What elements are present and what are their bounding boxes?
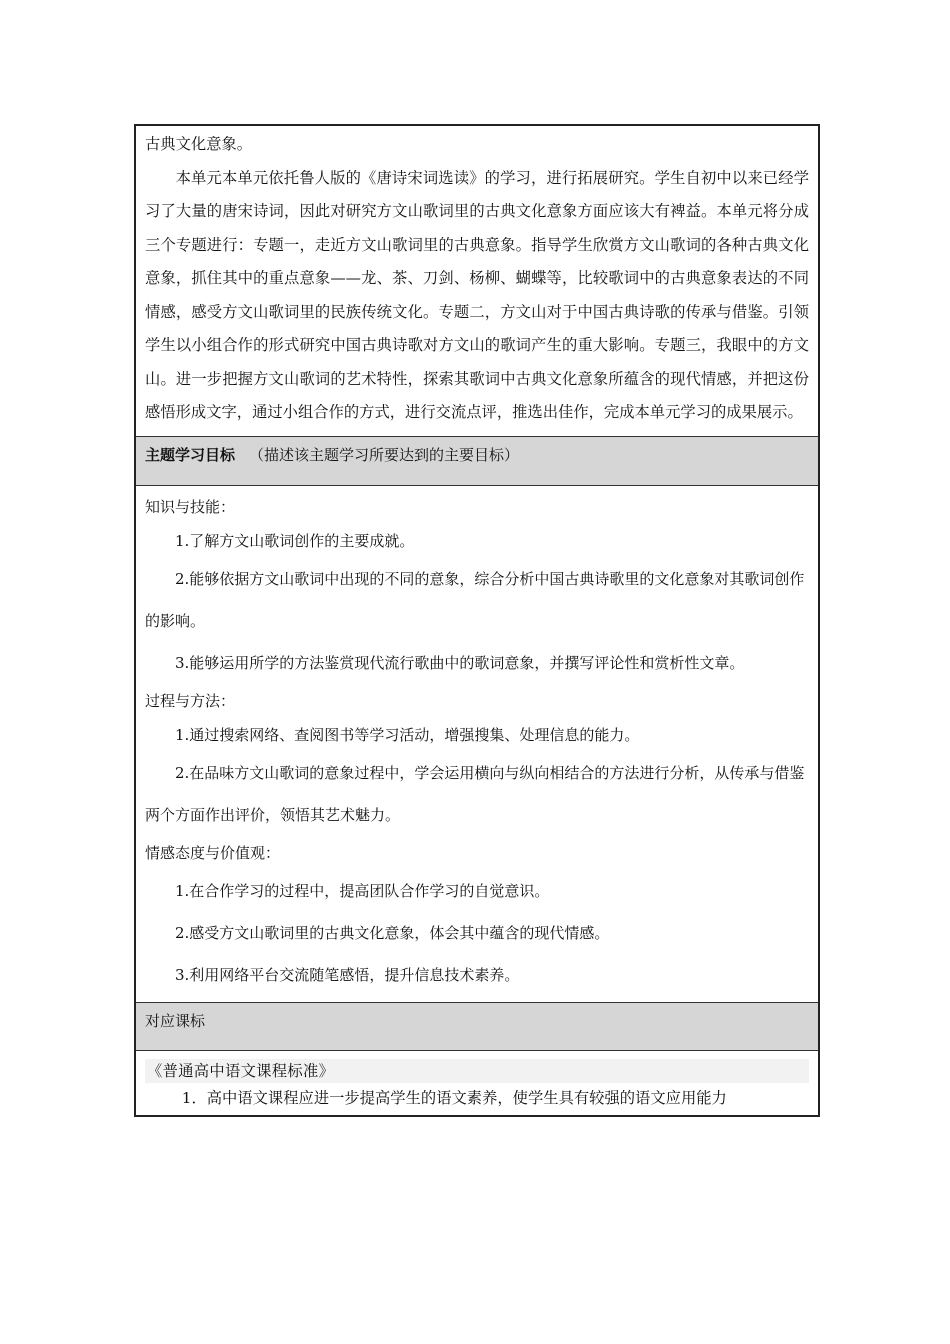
goals-header-title: 主题学习目标 [145,445,236,464]
unit-intro-cell [136,126,818,437]
standards-header-cell [136,1003,818,1051]
intro-paragraph: 本单元本单元依托鲁人版的《唐诗宋词选读》的学习，进行拓展研究。学生自初中以来已经学习了大量的唐宋诗词，因此对研究方文山歌词里的古典文化意象方面应该大有裨益。本单元将分成三个专题进行：专题一，走近方文山歌词里的古典意象。指导学生欣赏方文山歌词的各种古典文化意象，抓住其中的重点意象——龙、茶、刀剑、杨柳、蝴蝶等，比较歌词中的古典意象表达的不同情感，感受方文山歌词里的民族传统文化。专题二，方文山对于中国古典诗歌的传承与借鉴。引领学生以小组合作的形式研究中国古典诗歌对方文山的歌词产生的重大影响。专题三，我眼中的方文山。进一步把握方文山歌词的艺术特性，探索其歌词中古典文化意象所蕴含的现代情感，并把这份感悟形成文字，通过小组合作的方式，进行交流点评，推选出佳作，完成本单元学习的成果展示。 [145,168,809,421]
standards-header-title: 对应课标 [145,1011,206,1030]
lesson-plan-table [134,124,820,1117]
emotion-label: 情感态度与价值观： [145,843,281,862]
standards-item-1: 1．高中语文课程应进一步提高学生的语文素养，使学生具有较强的语文应用能力 [181,1088,727,1107]
emotion-item-1: 1.在合作学习的过程中，提高团队合作学习的自觉意识。 [175,881,550,900]
knowledge-item-3: 3.能够运用所学的方法鉴赏现代流行歌曲中的歌词意象，并撰写评论性和赏析性文章。 [175,653,745,672]
process-item-1: 1.通过搜索网络、查阅图书等学习活动，增强搜集、处理信息的能力。 [175,725,640,744]
standards-cell [136,1051,818,1115]
standards-title: 《普通高中语文课程标准》 [145,1059,809,1083]
knowledge-item-2: 2.能够依据方文山歌词中出现的不同的意象，综合分析中国古典诗歌里的文化意象对其歌词创作的影响。 [145,569,805,630]
intro-line-continuation: 古典文化意象。 [145,135,253,153]
process-label: 过程与方法： [145,691,236,710]
emotion-item-2: 2.感受方文山歌词里的古典文化意象，体会其中蕴含的现代情感。 [175,923,610,942]
goals-header-note: （描述该主题学习所要达到的主要目标） [249,445,520,464]
goals-cell [136,486,818,1003]
knowledge-label: 知识与技能： [145,497,236,516]
knowledge-item-1: 1.了解方文山歌词创作的主要成就。 [175,531,415,550]
process-item-2: 2.在品味方文山歌词的意象过程中，学会运用横向与纵向相结合的方法进行分析，从传承与借鉴两个方面作出评价，领悟其艺术魅力。 [145,763,805,824]
emotion-item-3: 3.利用网络平台交流随笔感悟，提升信息技术素养。 [175,965,520,984]
goals-header-cell [136,437,818,486]
